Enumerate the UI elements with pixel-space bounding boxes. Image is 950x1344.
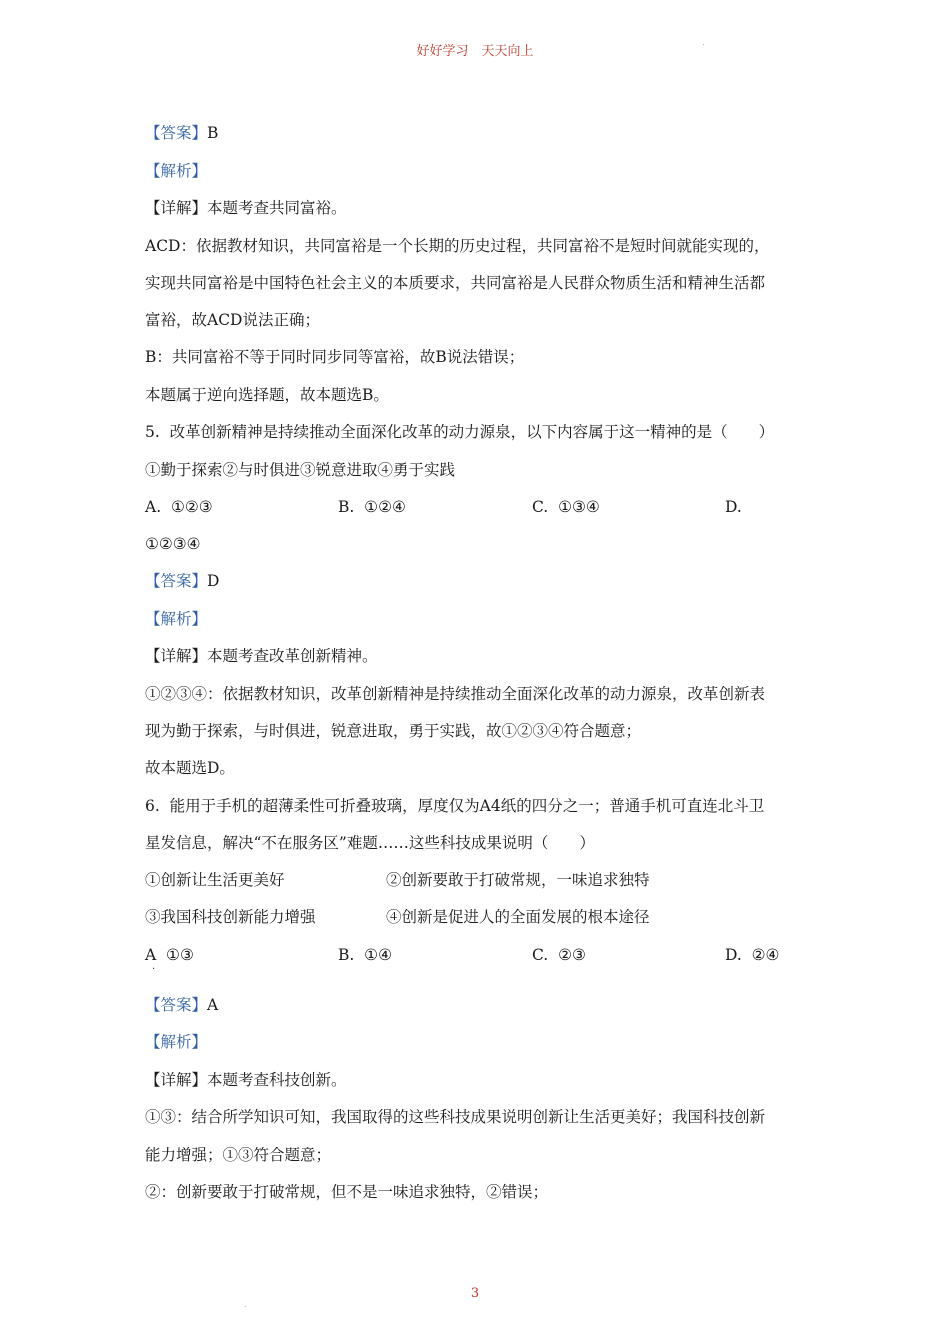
q4-line-3: 富裕，故ACD说法正确； xyxy=(145,311,320,329)
q5-items: ①勤于探索②与时俱进③锐意进取④勇于实践 xyxy=(145,461,456,479)
q4-line-1: ACD：依据教材知识，共同富裕是一个长期的历史过程，共同富裕不是短时间就能实现的， xyxy=(145,237,770,255)
q5-option-b: B. ①②④ xyxy=(338,498,406,516)
q6-line-3: ②：创新要敢于打破常规，但不是一味追求独特，②错误； xyxy=(145,1183,549,1201)
footer-mark: . xyxy=(244,1300,247,1309)
q6-option-c: C. ②③ xyxy=(532,946,586,964)
q5-stem: 5. 改革创新精神是持续推动全面深化改革的动力源泉，以下内容属于这一精神的是（ ） xyxy=(145,423,775,441)
q5-option-a: A. ①②③ xyxy=(145,498,213,516)
q5-option-d-value: ①②③④ xyxy=(145,535,201,553)
q4-line-4: B：共同富裕不等于同时同步同等富裕，故B说法错误； xyxy=(145,348,525,366)
header-mark: . xyxy=(702,38,705,47)
q4-detail: 【详解】本题考查共同富裕。 xyxy=(145,199,347,217)
q4-line-2: 实现共同富裕是中国特色社会主义的本质要求，共同富裕是人民群众物质生活和精神生活都 xyxy=(145,274,766,292)
page-header: 好好学习 天天向上 xyxy=(416,44,534,59)
q6-option-a-dot: · xyxy=(152,964,156,975)
q6-option-a: A ①③ xyxy=(145,946,194,964)
q4-answer: 【答案】B xyxy=(145,124,219,142)
q6-option-b: B. ①④ xyxy=(338,946,392,964)
q6-line-1: ①③：结合所学知识可知，我国取得的这些科技成果说明创新让生活更美好；我国科技创新 xyxy=(145,1108,766,1126)
q6-statement-4: ④创新是促进人的全面发展的根本途径 xyxy=(386,908,650,926)
q6-statement-1: ①创新让生活更美好 xyxy=(145,871,285,889)
q5-answer: 【答案】D xyxy=(145,572,220,590)
q4-analysis-tag: 【解析】 xyxy=(145,162,208,180)
q6-stem-2: 星发信息，解决“不在服务区”难题……这些科技成果说明（ ） xyxy=(145,834,595,852)
q6-statement-3: ③我国科技创新能力增强 xyxy=(145,908,316,926)
q6-statement-2: ②创新要敢于打破常规，一味追求独特 xyxy=(386,871,650,889)
q5-line-1: ①②③④：依据教材知识，改革创新精神是持续推动全面深化改革的动力源泉，改革创新表 xyxy=(145,685,766,703)
q6-detail: 【详解】本题考查科技创新。 xyxy=(145,1071,347,1089)
q6-line-2: 能力增强；①③符合题意； xyxy=(145,1146,332,1164)
q6-analysis-tag: 【解析】 xyxy=(145,1033,208,1051)
q4-line-5: 本题属于逆向选择题，故本题选B。 xyxy=(145,386,389,404)
q6-option-d: D. ②④ xyxy=(725,946,780,964)
q6-stem-1: 6. 能用于手机的超薄柔性可折叠玻璃，厚度仅为A4纸的四分之一；普通手机可直连北斗卫 xyxy=(145,797,765,815)
q5-option-c: C. ①③④ xyxy=(532,498,600,516)
page-number: 3 xyxy=(470,1286,480,1301)
q6-answer: 【答案】A xyxy=(145,996,219,1014)
q5-analysis-tag: 【解析】 xyxy=(145,610,208,628)
q5-option-d: D. xyxy=(725,498,742,516)
q5-detail: 【详解】本题考查改革创新精神。 xyxy=(145,647,378,665)
q5-line-3: 故本题选D。 xyxy=(145,759,235,777)
q5-line-2: 现为勤于探索，与时俱进，锐意进取，勇于实践，故①②③④符合题意； xyxy=(145,722,642,740)
